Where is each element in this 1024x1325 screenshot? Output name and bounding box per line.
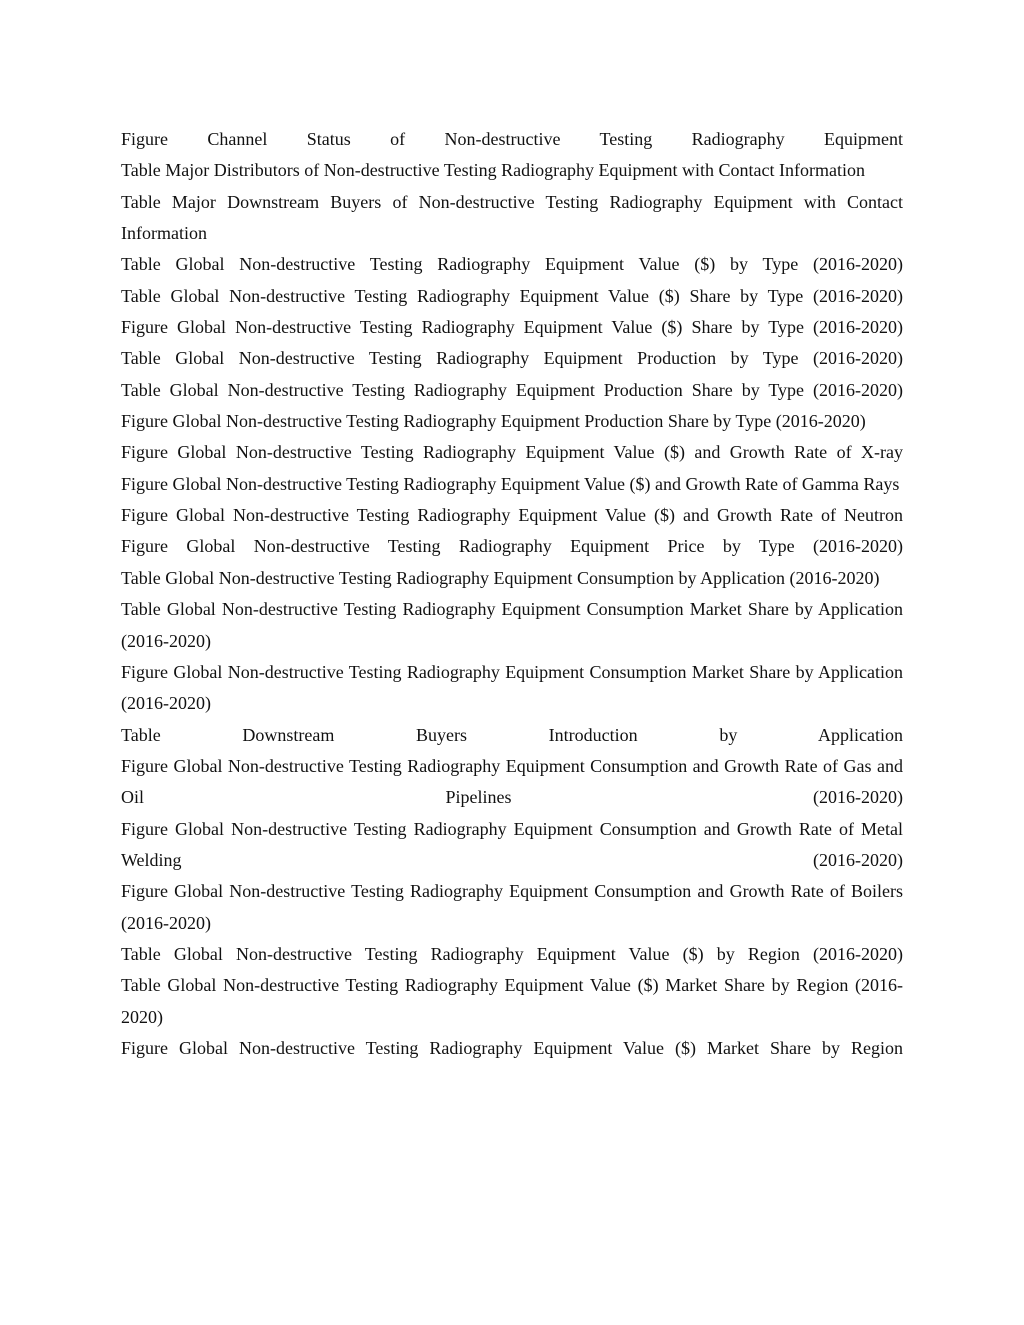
list-entry: Table Global Non-destructive Testing Radiography Equipment Production by Type (2016-2020) [121,348,903,369]
list-entry: Figure Global Non-destructive Testing Radiography Equipment Value ($) and Growth Rate of X-ray [121,442,903,463]
list-entry: Table Global Non-destructive Testing Radiography Equipment Value ($) Market Share by Region (2016-2020) [121,975,903,1027]
list-entry: Table Global Non-destructive Testing Radiography Equipment Value ($) by Region (2016-2020) [121,943,903,964]
document-page [121,124,903,1064]
list-entry: Figure Global Non-destructive Testing Radiography Equipment Consumption and Growth Rate of Boilers (2016-2020) [121,881,903,933]
list-entry: Figure Global Non-destructive Testing Radiography Equipment Value ($) Market Share by Region [121,1037,903,1058]
list-entry: Table Global Non-destructive Testing Radiography Equipment Value ($) by Type (2016-2020) [121,254,903,275]
list-entry: Table Downstream Buyers Introduction by Application [121,724,903,745]
list-entry: Figure Global Non-destructive Testing Radiography Equipment Consumption and Growth Rate of Metal Welding (2016-2020) [121,818,903,870]
list-entry: Figure Global Non-destructive Testing Radiography Equipment Production Share by Type (2016-2020) [121,411,866,432]
list-entry: Figure Global Non-destructive Testing Radiography Equipment Price by Type (2016-2020) [121,536,903,557]
list-entry: Table Global Non-destructive Testing Radiography Equipment Value ($) Share by Type (2016-2020) [121,285,903,306]
list-entry: Figure Global Non-destructive Testing Radiography Equipment Consumption and Growth Rate of Gas and Oil Pipelines (2016-2020) [121,755,903,808]
list-entry: Figure Global Non-destructive Testing Radiography Equipment Value ($) Share by Type (2016-2020) [121,317,903,338]
list-entry: Figure Global Non-destructive Testing Radiography Equipment Consumption Market Share by Application (2016-2020) [121,661,903,714]
list-entry: Table Major Distributors of Non-destructive Testing Radiography Equipment with Contact Information [121,160,866,181]
list-entry: Figure Global Non-destructive Testing Radiography Equipment Value ($) and Growth Rate of Neutron [121,505,903,526]
list-entry: Table Major Downstream Buyers of Non-destructive Testing Radiography Equipment with Contact Information [121,191,903,244]
list-entry: Figure Channel Status of Non-destructive Testing Radiography Equipment [121,129,903,149]
list-entry: Table Global Non-destructive Testing Radiography Equipment Production Share by Type (2016-2020) [121,379,903,400]
list-entry: Figure Global Non-destructive Testing Radiography Equipment Value ($) and Growth Rate of Gamma Rays [121,473,900,494]
list-entry: Table Global Non-destructive Testing Radiography Equipment Consumption Market Share by Application (2016-2020) [121,599,903,651]
list-entry: Table Global Non-destructive Testing Radiography Equipment Consumption by Application (2016-2020) [121,567,880,588]
